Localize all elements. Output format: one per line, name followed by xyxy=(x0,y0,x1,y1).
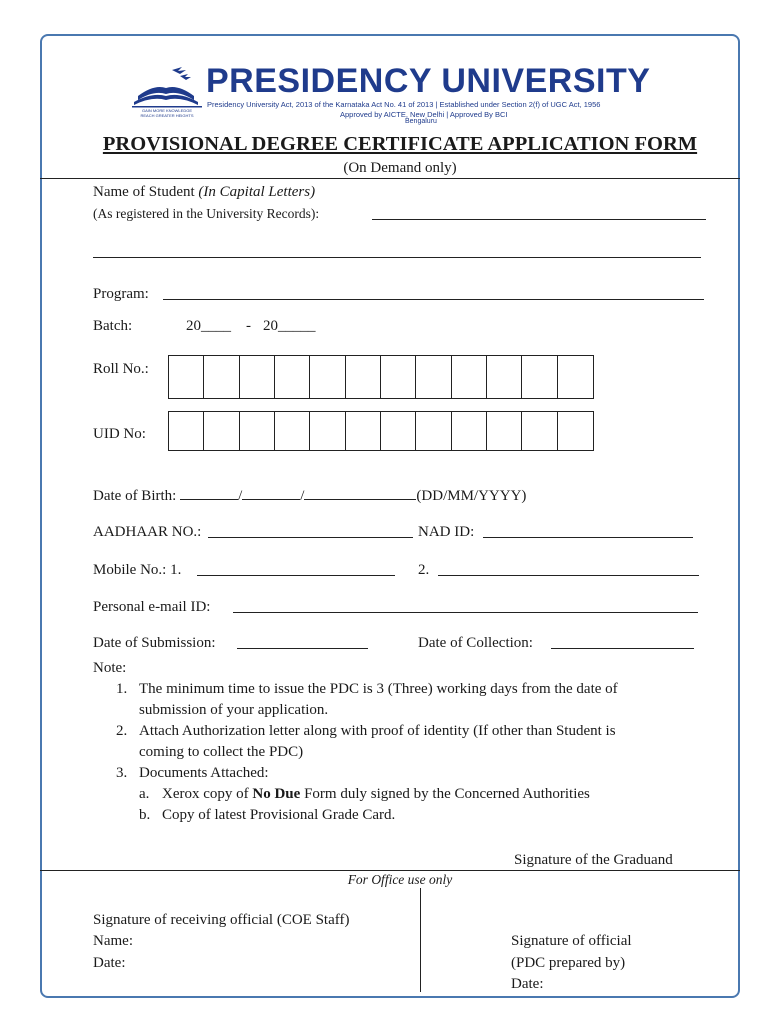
batch-to-field[interactable]: 20_____ xyxy=(263,318,316,334)
roll-number-box[interactable] xyxy=(522,356,557,398)
uid-number-box[interactable] xyxy=(240,412,275,450)
collection-field[interactable] xyxy=(551,635,694,649)
note-item: 1. The minimum time to issue the PDC is 3 (Three) working days from the date of submission of your application. xyxy=(116,681,618,718)
dob-day-field[interactable] xyxy=(180,486,238,500)
note-item: 3. Documents Attached: a. Xerox copy of No Due Form duly signed by the Concerned Authorities b. Copy of latest Provisional Grade Card. xyxy=(116,763,618,826)
submission-field[interactable] xyxy=(237,635,368,649)
mobile-2-label: 2. xyxy=(418,562,430,578)
roll-number-box[interactable] xyxy=(487,356,522,398)
mobile-1-field[interactable] xyxy=(197,562,395,576)
office-use-heading: For Office use only xyxy=(347,872,453,887)
name-label: Name of Student xyxy=(93,184,195,200)
email-field[interactable] xyxy=(233,599,698,613)
uid-number-box[interactable] xyxy=(204,412,239,450)
batch-dash: - xyxy=(246,318,251,334)
form-subtitle: (On Demand only) xyxy=(343,160,457,176)
mobile-2-field[interactable] xyxy=(438,562,699,576)
university-logo xyxy=(128,66,206,118)
dob-slash-2: / xyxy=(300,488,305,504)
university-name: PRESIDENCY UNIVERSITY xyxy=(206,62,651,100)
uid-number-box[interactable] xyxy=(381,412,416,450)
dob-slash-1: / xyxy=(238,488,243,504)
program-field[interactable] xyxy=(163,286,704,300)
official-signature-label: Signature of official xyxy=(511,933,632,949)
approval-line: Approved by AICTE, New Delhi | Approved By BCI xyxy=(340,110,508,119)
roll-number-box[interactable] xyxy=(346,356,381,398)
uid-number-box[interactable] xyxy=(452,412,487,450)
uid-number-box[interactable] xyxy=(169,412,204,450)
dob-year-field[interactable] xyxy=(304,486,416,500)
dob-format: (DD/MM/YYYY) xyxy=(416,488,527,504)
act-line: Presidency University Act, 2013 of the Karnataka Act No. 41 of 2013 | Established under Section 2(f) of UGC Act, 1956 xyxy=(207,100,601,109)
uid-number-box[interactable] xyxy=(275,412,310,450)
official-date-label: Date: xyxy=(511,976,544,992)
document-item: a. Xerox copy of No Due Form duly signed by the Concerned Authorities xyxy=(139,786,590,802)
name-hint: (In Capital Letters) xyxy=(198,184,316,200)
divider-top xyxy=(40,178,740,179)
uid-number-box[interactable] xyxy=(487,412,522,450)
receiving-date-label: Date: xyxy=(93,955,126,971)
dob-row xyxy=(93,486,526,505)
form-title: PROVISIONAL DEGREE CERTIFICATE APPLICATION FORM xyxy=(102,133,698,155)
roll-number-box[interactable] xyxy=(204,356,239,398)
program-label: Program: xyxy=(93,286,149,302)
uid-number-box[interactable] xyxy=(522,412,557,450)
roll-number-box[interactable] xyxy=(169,356,204,398)
receiving-official-label: Signature of receiving official (COE Staff) xyxy=(93,912,350,928)
dob-month-field[interactable] xyxy=(242,486,300,500)
uid-number-box[interactable] xyxy=(346,412,381,450)
roll-number-box[interactable] xyxy=(381,356,416,398)
uid-number-boxes[interactable] xyxy=(168,411,594,451)
email-label: Personal e-mail ID: xyxy=(93,599,211,615)
nad-field[interactable] xyxy=(483,524,693,538)
svg-text:GAIN MORE KNOWLEDGE: GAIN MORE KNOWLEDGE xyxy=(141,108,193,113)
divider-office xyxy=(40,870,740,871)
roll-number-box[interactable] xyxy=(275,356,310,398)
uid-number-box[interactable] xyxy=(416,412,451,450)
aadhaar-field[interactable] xyxy=(208,524,413,538)
uid-number-box[interactable] xyxy=(310,412,345,450)
note-list xyxy=(116,679,618,826)
roll-number-box[interactable] xyxy=(416,356,451,398)
city: Bengaluru xyxy=(405,118,437,125)
name-label-row xyxy=(93,183,315,201)
roll-number-box[interactable] xyxy=(452,356,487,398)
name-field-line1[interactable] xyxy=(372,206,706,220)
uid-number-box[interactable] xyxy=(558,412,593,450)
note-item: 2. Attach Authorization letter along with proof of identity (If other than Student is coming to collect the PDC) xyxy=(116,723,616,760)
dob-label: Date of Birth: xyxy=(93,488,177,504)
roll-number-box[interactable] xyxy=(240,356,275,398)
uid-label: UID No: xyxy=(93,426,146,442)
note-heading: Note: xyxy=(93,660,127,676)
batch-from-field[interactable]: 20____ xyxy=(186,318,231,334)
document-item: b. Copy of latest Provisional Grade Card. xyxy=(139,807,396,823)
registered-label: (As registered in the University Records): xyxy=(93,206,320,221)
roll-number-boxes[interactable] xyxy=(168,355,594,399)
svg-text:REACH GREATER HEIGHTS: REACH GREATER HEIGHTS xyxy=(140,113,194,118)
aadhaar-label: AADHAAR NO.: xyxy=(93,524,202,540)
receiving-name-label: Name: xyxy=(93,933,133,949)
roll-label: Roll No.: xyxy=(93,361,149,377)
name-field-line2[interactable] xyxy=(93,244,701,258)
roll-number-box[interactable] xyxy=(310,356,345,398)
graduand-signature-label: Signature of the Graduand xyxy=(514,852,673,868)
office-divider xyxy=(420,888,421,992)
mobile-label: Mobile No.: 1. xyxy=(93,562,182,578)
submission-label: Date of Submission: xyxy=(93,635,216,651)
collection-label: Date of Collection: xyxy=(418,635,533,651)
batch-label: Batch: xyxy=(93,318,133,334)
roll-number-box[interactable] xyxy=(558,356,593,398)
pdc-prepared-label: (PDC prepared by) xyxy=(511,955,626,971)
nad-label: NAD ID: xyxy=(418,524,475,540)
documents-list xyxy=(139,784,618,826)
